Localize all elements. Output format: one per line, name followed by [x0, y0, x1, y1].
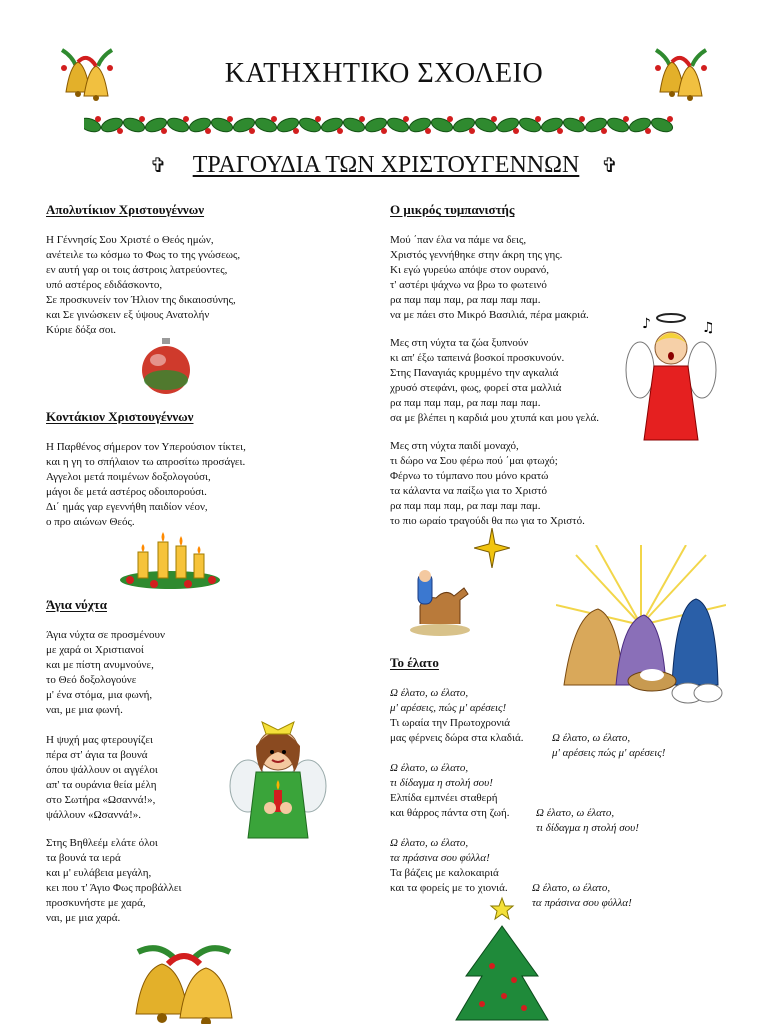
- text-line: Κύριε δόξα σοι.: [46, 324, 117, 336]
- text-line: Ω έλατο, ω έλατο,: [390, 837, 469, 849]
- text-line: ο προ αιώνων Θεός.: [46, 516, 135, 528]
- page-title: ΚΑΤΗΧΗΤΙΚΟ ΣΧΟΛΕΙΟ: [224, 58, 544, 89]
- section-heading: Κοντάκιον Χριστουγέννων: [46, 409, 194, 424]
- subtitle-text: ΤΡΑΓΟΥΔΙΑ ΤΩΝ ΧΡΙΣΤΟΥΓΕΝΝΩΝ: [192, 152, 580, 178]
- text-line: εν αυτή γαρ οι τοις άστροις λατρεύοντες,: [46, 264, 228, 276]
- angel-girl-icon: [228, 712, 328, 844]
- section-heading: Απολυτίκιον Χριστουγέννων: [46, 202, 205, 217]
- text-line: μ' ένα στόμα, μια φωνή,: [46, 689, 153, 701]
- svg-text:♪: ♪: [642, 316, 651, 332]
- text-line: τα κάλαντα να παίξω για το Χριστό: [390, 485, 548, 497]
- text-line: ρα παμ παμ παμ, ρα παμ παμ παμ.: [390, 294, 541, 306]
- text-line: και τα φορείς με το χιονιά.: [390, 882, 508, 894]
- text-line: Ω έλατο, ω έλατο,: [390, 687, 469, 699]
- text-line: ναι, με μια χαρά.: [46, 912, 121, 924]
- text-line: Δι΄ ημάς γαρ εγεννήθη παιδίον νέον,: [46, 501, 208, 513]
- text-line: τα πράσινα σου φύλλα!: [532, 897, 632, 909]
- text-line: Τι ωραία την Πρωτοχρονιά: [390, 717, 511, 729]
- text-line: τα πράσινα σου φύλλα!: [390, 852, 490, 864]
- text-line: Ω έλατο, ω έλατο,: [536, 807, 615, 819]
- text-line: μας φέρνεις δώρα στα κλαδιά.: [390, 732, 524, 744]
- holly-garland-icon: [84, 112, 684, 138]
- verse: [390, 866, 508, 896]
- text-line: μάγοι δε μετά αστέρος οδοιπορούσι.: [46, 486, 207, 498]
- text-line: όπου ψάλλουν οι αγγέλοι: [46, 764, 158, 776]
- text-line: κι απ' έξω ταπεινά βοσκοί προσκυνούν.: [390, 352, 565, 364]
- text-line: τι δώρο να Σου φέρω πού ΄μαι φτωχό;: [390, 455, 558, 467]
- verse: [390, 233, 589, 323]
- verse: [46, 233, 240, 338]
- section-heading: Το έλατο: [390, 655, 439, 670]
- text-line: μ' αρέσεις πώς μ' αρέσεις!: [552, 747, 666, 759]
- text-line: ψάλλουν «Ωσαννά!».: [46, 809, 141, 821]
- text-line: Κι εγώ γυρεύω απόψε στον ουρανό,: [390, 264, 550, 276]
- text-line: τι δίδαγμα η στολή σου!: [536, 822, 639, 834]
- refrain: [536, 806, 639, 836]
- text-line: και Σε γινώσκειν εξ ύψους Ανατολήν: [46, 309, 210, 321]
- text-line: στο Σωτήρα «Ωσαννά!»,: [46, 794, 156, 806]
- text-line: τ' αστέρι ψάχνω να βρω το φωτεινό: [390, 279, 547, 291]
- verse: [390, 791, 510, 821]
- advent-candles-icon: [118, 526, 222, 590]
- verse: [46, 733, 158, 823]
- text-line: κει που τ' Άγιο Φως προβάλλει: [46, 882, 182, 894]
- text-line: Μες στη νύχτα παιδί μοναχό,: [390, 440, 519, 452]
- text-line: Αγγελοι μετά ποιμένων δοξολογούσι,: [46, 471, 211, 483]
- text-line: και η γη το σπήλαιον τω απροσίτω προσάγει.: [46, 456, 246, 468]
- text-line: να με πάει στο Μικρό Βασιλιά, πέρα μακριά.: [390, 309, 589, 321]
- text-line: Ω έλατο, ω έλατο,: [390, 762, 469, 774]
- nativity-icon: [556, 545, 726, 705]
- text-line: Ω έλατο, ω έλατο,: [552, 732, 631, 744]
- text-line: ανέτειλε τω κόσμω το Φως το της γνώσεως,: [46, 249, 241, 261]
- text-line: Η Γέννησίς Σου Χριστέ ο Θεός ημών,: [46, 234, 214, 246]
- text-line: Στης Βηθλεέμ ελάτε όλοι: [46, 837, 158, 849]
- verse: [390, 336, 599, 426]
- text-line: υπό αστέρος εδιδάσκοντο,: [46, 279, 163, 291]
- text-line: ρα παμ παμ παμ, ρα παμ παμ παμ.: [390, 397, 541, 409]
- text-line: το Θεό δοξολογούνε: [46, 674, 137, 686]
- verse: [46, 836, 181, 926]
- text-line: Στης Παναγιάς κρυμμένο την αγκαλιά: [390, 367, 559, 379]
- text-line: Η Παρθένος σήμερον τον Υπερούσιον τίκτει,: [46, 441, 246, 453]
- page-subtitle: [0, 152, 768, 179]
- refrain: [390, 836, 490, 866]
- text-line: μ' αρέσεις, πώς μ' αρέσεις!: [390, 702, 507, 714]
- cross-icon: ✞: [601, 155, 619, 177]
- refrain: [552, 731, 665, 761]
- section-heading: Ο μικρός τυμπανιστής: [390, 202, 515, 217]
- text-line: Μού ΄παν έλα να πάμε να δεις,: [390, 234, 527, 246]
- text-line: πέρα στ' άγια τα βουνά: [46, 749, 148, 761]
- christmas-bells-icon: [128, 944, 240, 1024]
- text-line: σα με βλέπει η καρδιά μου χτυπά και μου γελά.: [390, 412, 600, 424]
- text-line: τι δίδαγμα η στολή σου!: [390, 777, 493, 789]
- text-line: ρα παμ παμ παμ, ρα παμ παμ παμ.: [390, 500, 541, 512]
- verse: [390, 716, 523, 746]
- text-line: Χριστός γεννήθηκε στην άκρη της γης.: [390, 249, 563, 261]
- refrain: [390, 686, 506, 716]
- svg-text:♫: ♫: [702, 320, 715, 336]
- section-heading: Άγια νύχτα: [46, 597, 107, 612]
- text-line: και μ' ευλάβεια μεγάλη,: [46, 867, 152, 879]
- text-line: προσκυνήστε με χαρά,: [46, 897, 146, 909]
- verse: [390, 439, 585, 529]
- text-line: το πιο ωραίο τραγούδι θα πω για το Χριστό.: [390, 515, 585, 527]
- ornament-ball-icon: [138, 336, 194, 396]
- verse: [46, 628, 165, 718]
- cross-icon: ✞: [149, 155, 167, 177]
- christmas-tree-icon: [452, 896, 552, 1024]
- singing-angel-icon: [624, 308, 718, 442]
- text-line: Τα βάζεις με καλοκαιριά: [390, 867, 499, 879]
- text-line: Ω έλατο, ω έλατο,: [532, 882, 611, 894]
- text-line: Φέρνω το τύμπανο που μόνο κρατώ: [390, 470, 549, 482]
- text-line: Η ψυχή μας φτερουγίζει: [46, 734, 153, 746]
- text-line: και με πίστη ανυμνούνε,: [46, 659, 154, 671]
- verse: [46, 440, 246, 530]
- text-line: Ελπίδα εμπνέει σταθερή: [390, 792, 498, 804]
- text-line: Μες στη νύχτα τα ζώα ξυπνούν: [390, 337, 529, 349]
- refrain: [390, 761, 493, 791]
- text-line: ναι, με μια φωνή.: [46, 704, 123, 716]
- star-icon: [474, 528, 510, 568]
- text-line: και θάρρος πάντα στη ζωή.: [390, 807, 510, 819]
- text-line: τα βουνά τα ιερά: [46, 852, 121, 864]
- text-line: χρυσό στεφάνι, φως, φορεί στα μαλλιά: [390, 382, 562, 394]
- text-line: με χαρά οι Χριστιανοί: [46, 644, 144, 656]
- wise-man-camel-icon: [406, 568, 472, 638]
- text-line: απ' τα ουράνια θεία μέλη: [46, 779, 157, 791]
- text-line: Άγια νύχτα σε προσμένουν: [46, 629, 165, 641]
- text-line: Σε προσκυνείν τον Ήλιον της δικαιοσύνης,: [46, 294, 236, 306]
